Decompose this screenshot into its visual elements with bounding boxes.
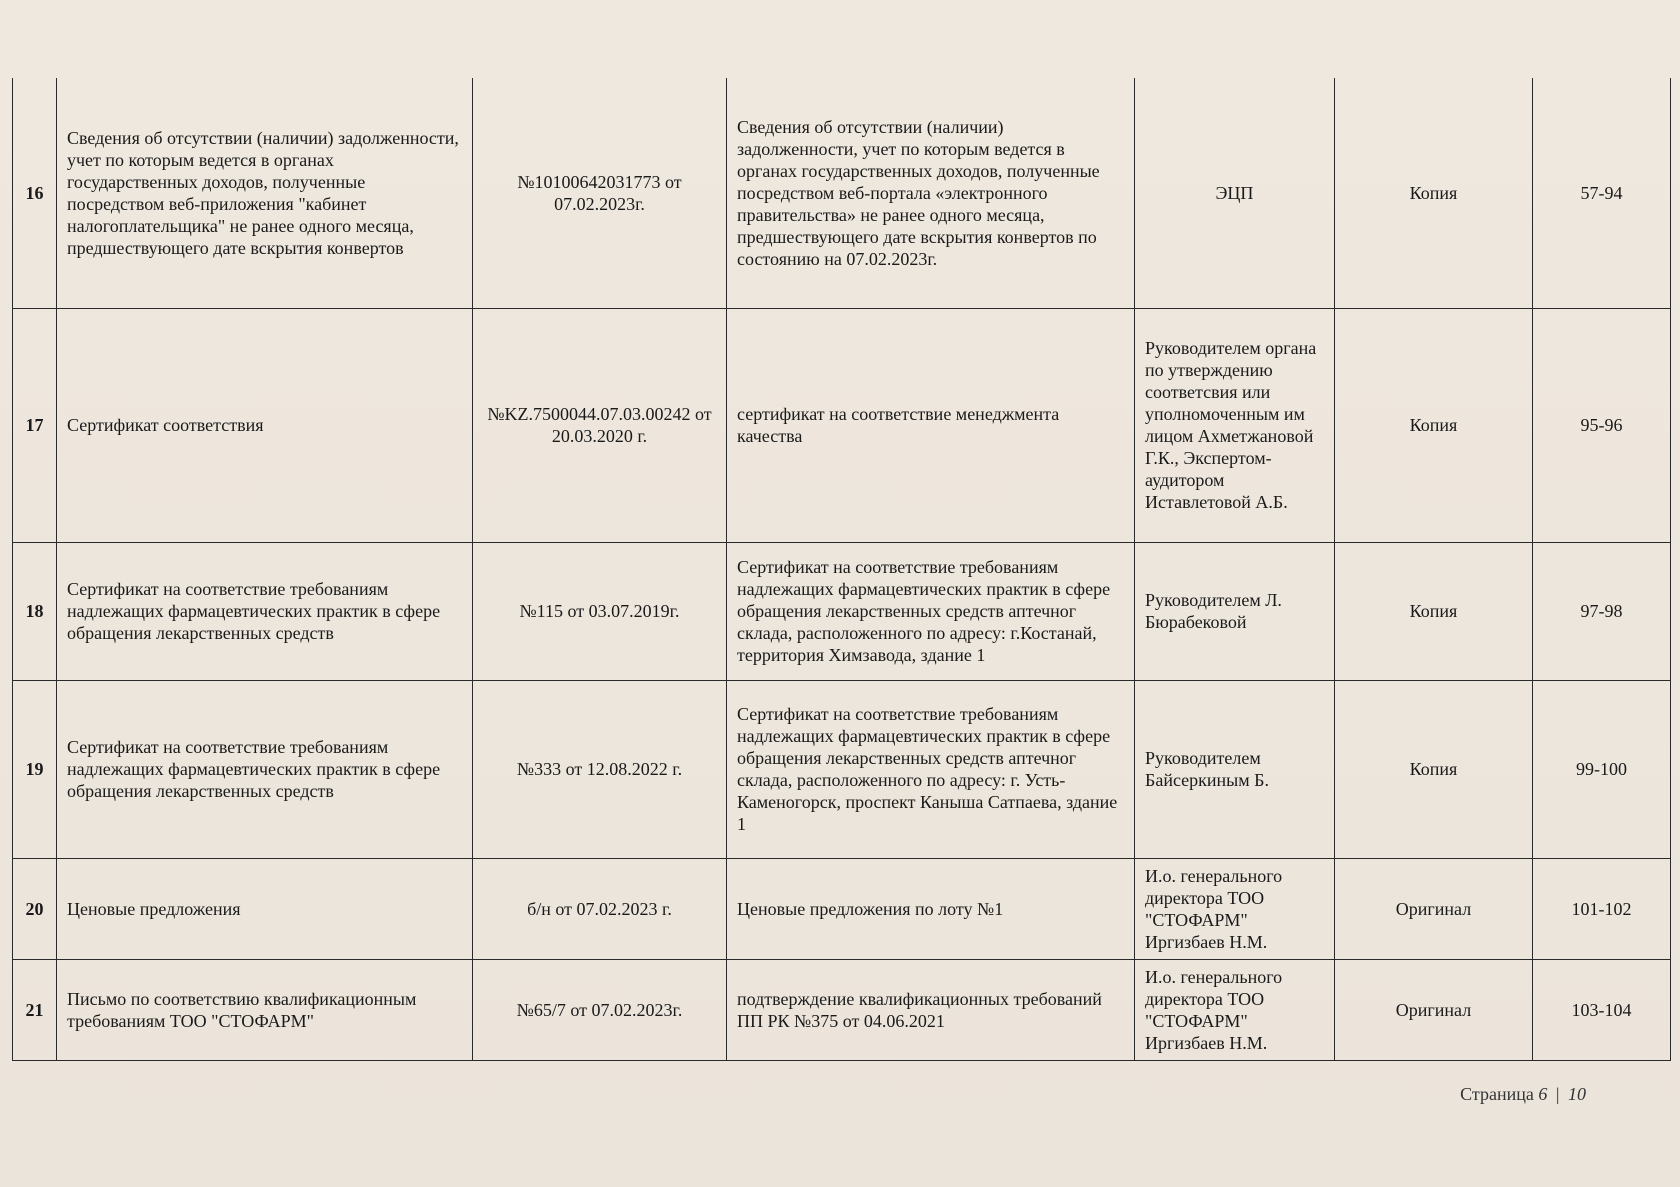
total-pages-number: 10 (1568, 1084, 1586, 1104)
document-form: Оригинал (1335, 858, 1533, 959)
document-form: Копия (1335, 78, 1533, 308)
page-range: 97-98 (1533, 542, 1671, 680)
signed-by: Руководителем Л. Бюрабековой (1135, 542, 1335, 680)
document-form: Копия (1335, 542, 1533, 680)
table-row (13, 542, 1671, 680)
signed-by: Руководителем органа по утверждению соответсвия или уполномоченным им лицом Ахметжановой Г.К., Экспертом-аудитором Иставлетовой А.Б. (1135, 308, 1335, 542)
signed-by: И.о. генерального директора ТОО "СТОФАРМ" Иргизбаев Н.М. (1135, 858, 1335, 959)
row-number: 21 (13, 959, 57, 1060)
document-content: Сведения об отсутствии (наличии) задолженности, учет по которым ведется в органах государственных доходов, полученные посредством веб-портала «электронного правительства» не ранее одного месяца, предшествующего дате вскрытия конвертов по состоянию на 07.02.2023г. (727, 78, 1135, 308)
document-form: Оригинал (1335, 959, 1533, 1060)
page-range: 101-102 (1533, 858, 1671, 959)
table-row (13, 680, 1671, 858)
table-row (13, 308, 1671, 542)
document-number: №65/7 от 07.02.2023г. (473, 959, 727, 1060)
document-number: б/н от 07.02.2023 г. (473, 858, 727, 959)
document-name: Сертификат на соответствие требованиям надлежащих фармацевтических практик в сфере обращения лекарственных средств (57, 680, 473, 858)
signed-by: И.о. генерального директора ТОО "СТОФАРМ" Иргизбаев Н.М. (1135, 959, 1335, 1060)
signed-by: ЭЦП (1135, 78, 1335, 308)
document-number: №333 от 12.08.2022 г. (473, 680, 727, 858)
document-name: Сведения об отсутствии (наличии) задолженности, учет по которым ведется в органах государственных доходов, полученные посредством веб-приложения "кабинет налогоплательщика" не ранее одного месяца, предшествующего дате вскрытия конвертов (57, 78, 473, 308)
page-range: 103-104 (1533, 959, 1671, 1060)
current-page-number: 6 (1538, 1084, 1548, 1104)
page-footer (1460, 1084, 1586, 1105)
row-number: 19 (13, 680, 57, 858)
document-form: Копия (1335, 680, 1533, 858)
document-content: Сертификат на соответствие требованиям надлежащих фармацевтических практик в сфере обращения лекарственных средств аптечног склада, расположенного по адресу: г.Костанай, территория Химзавода, здание 1 (727, 542, 1135, 680)
document-number: №10100642031773 от 07.02.2023г. (473, 78, 727, 308)
page-label: Страница (1460, 1084, 1534, 1104)
row-number: 20 (13, 858, 57, 959)
table-row (13, 959, 1671, 1060)
row-number: 16 (13, 78, 57, 308)
document-name: Сертификат соответствия (57, 308, 473, 542)
document-form: Копия (1335, 308, 1533, 542)
page-range: 95-96 (1533, 308, 1671, 542)
documents-table (12, 78, 1671, 1061)
row-number: 18 (13, 542, 57, 680)
document-name: Письмо по соответствию квалификационным требованиям ТОО "СТОФАРМ" (57, 959, 473, 1060)
document-content: сертификат на соответствие менеджмента качества (727, 308, 1135, 542)
table-row (13, 78, 1671, 308)
page-range: 99-100 (1533, 680, 1671, 858)
document-content: Ценовые предложения по лоту №1 (727, 858, 1135, 959)
table-row (13, 858, 1671, 959)
document-content: подтверждение квалификационных требований ПП РК №375 от 04.06.2021 (727, 959, 1135, 1060)
document-name: Сертификат на соответствие требованиям надлежащих фармацевтических практик в сфере обращения лекарственных средств (57, 542, 473, 680)
page-separator: | (1555, 1084, 1560, 1104)
document-number: №115 от 03.07.2019г. (473, 542, 727, 680)
row-number: 17 (13, 308, 57, 542)
document-content: Сертификат на соответствие требованиям надлежащих фармацевтических практик в сфере обращения лекарственных средств аптечног склада, расположенного по адресу: г. Усть-Каменогорск, проспект Каныша Сатпаева, здание 1 (727, 680, 1135, 858)
document-number: №KZ.7500044.07.03.00242 от 20.03.2020 г. (473, 308, 727, 542)
page-range: 57-94 (1533, 78, 1671, 308)
signed-by: Руководителем Байсеркиным Б. (1135, 680, 1335, 858)
document-name: Ценовые предложения (57, 858, 473, 959)
